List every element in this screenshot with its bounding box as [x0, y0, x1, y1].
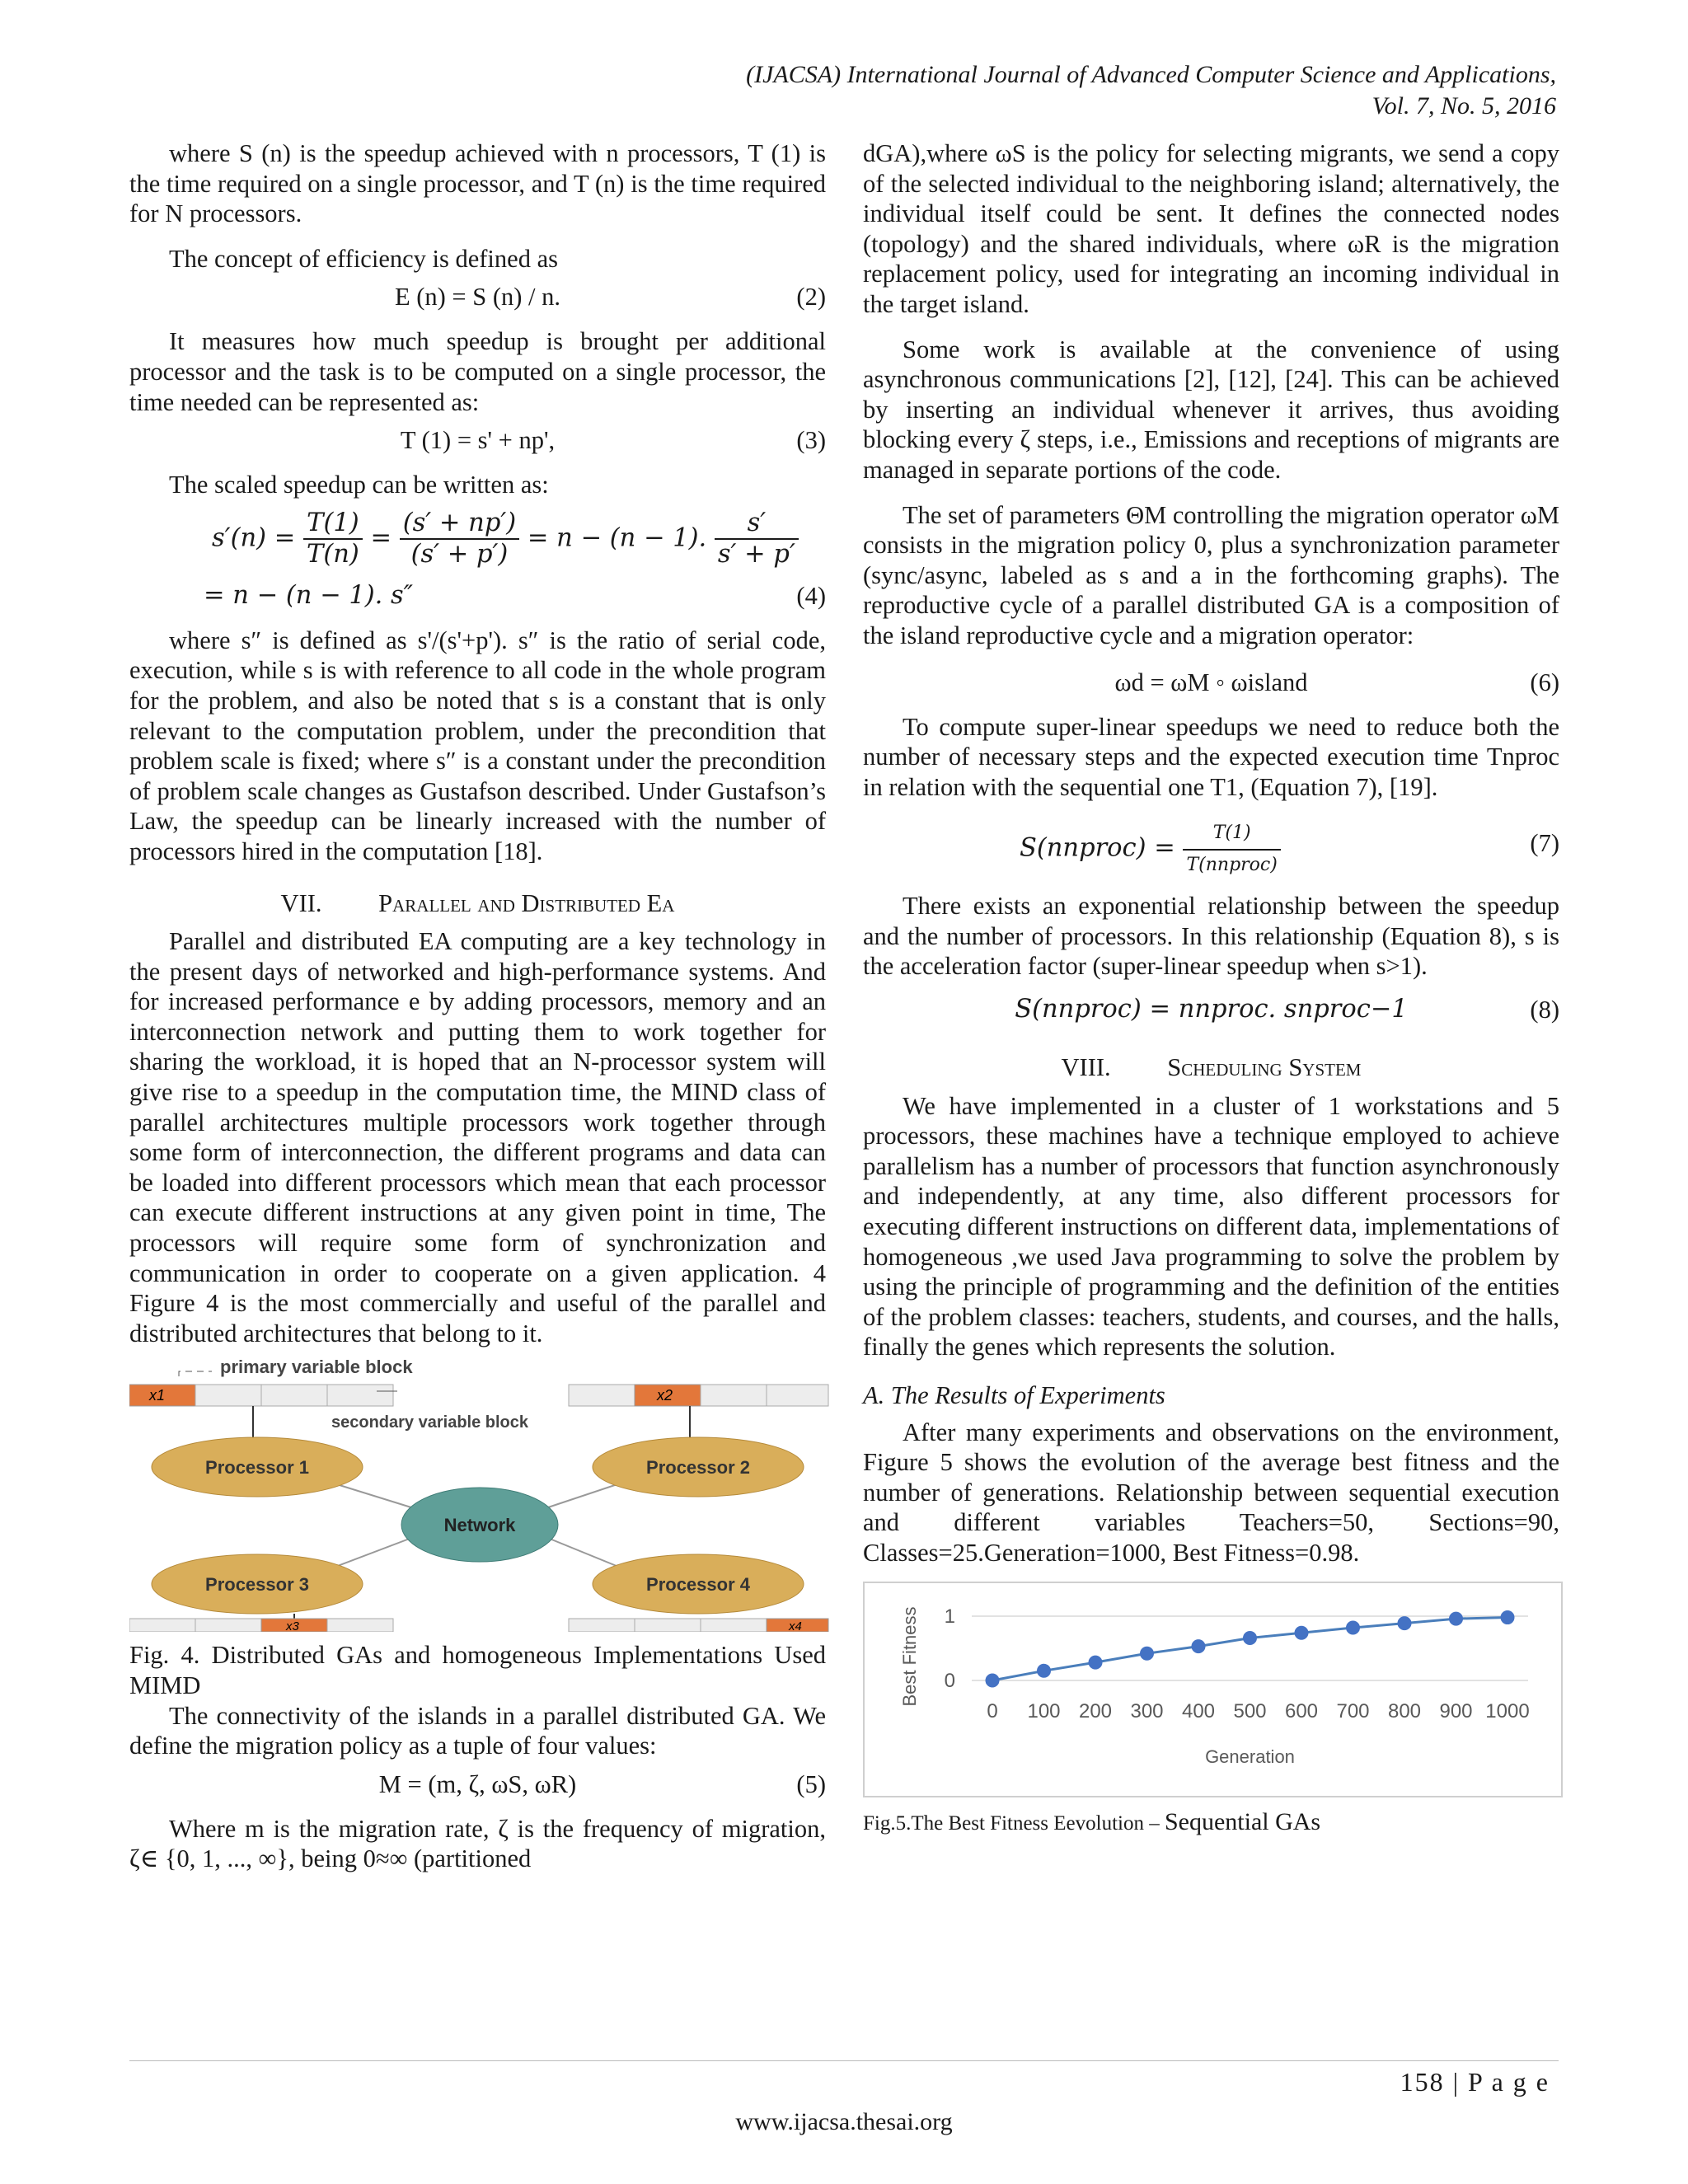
- x-tick-label: 1000: [1485, 1699, 1530, 1722]
- equation-5: [129, 1769, 826, 1806]
- x-tick-label: 200: [1078, 1699, 1113, 1722]
- data-point: [1089, 1656, 1102, 1669]
- fitness-chart-svg: [865, 1583, 1561, 1796]
- equation-number: (5): [796, 1769, 826, 1798]
- data-point: [1501, 1610, 1514, 1624]
- secondary-block-label: [331, 1413, 529, 1432]
- equation-text: E (n) = S (n) / n.: [394, 283, 561, 312]
- equation-text: ωd = ωM ◦ ωisland: [1114, 668, 1308, 696]
- data-point: [1295, 1626, 1308, 1639]
- x-tick-label: 0: [987, 1699, 998, 1722]
- paragraph: Where m is the migration rate, ζ is the frequency of migration, ζ∈ {0, 1, ..., ∞}, being 0≈∞ (partitioned: [129, 1814, 826, 1873]
- processor-2-label: Processor 2: [646, 1457, 750, 1479]
- section-heading-7: [129, 888, 826, 919]
- paragraph: After many experiments and observations on the environment, Figure 5 shows the evolution of the average best fitness and the number of generations. Relationship between sequential execution and different variables Teachers=50, Sections=90, Classes=25.Generation=1000, Best Fitness=0.98.: [863, 1418, 1559, 1567]
- x-tick-label: 900: [1439, 1699, 1473, 1722]
- network-label: Network: [443, 1515, 516, 1536]
- equation-text: M = (m, ζ, ωS, ωR): [378, 1769, 577, 1798]
- paragraph: We have implemented in a cluster of 1 workstations and 5 processors, these machines have a technique employed to achieve parallelism has a number of processors that function asynchronously and independently, at any time, also different processors for executing different instructions on different data, implementations of homogeneous ,we used Java programming to solve the problem by using the principle of programming and the definition of the entities of the problem classes: teachers, students, and courses, and the halls, finally the genes which represents the solution.: [863, 1091, 1559, 1361]
- figure-4-diagram: [129, 1360, 830, 1632]
- frac-numerator: T(1): [303, 509, 363, 541]
- equation-3: [129, 425, 826, 462]
- processor-3-label: Processor 3: [205, 1574, 309, 1596]
- block-row-bottom-left: [129, 1619, 393, 1632]
- journal-volume: Vol. 7, No. 5, 2016: [1372, 92, 1556, 120]
- paragraph: The connectivity of the islands in a parallel distributed GA. We define the migration policy as a tuple of four values:: [129, 1701, 826, 1760]
- paragraph: dGA),where ωS is the policy for selecting migrants, we send a copy of the selected individual to the neighboring island; alternatively, the individual itself could be sent. It defines the connected nodes (topology) and the shared individuals, where ωR is the migration replacement policy, used for integrating an incoming individual in the target island.: [863, 139, 1559, 318]
- block-label-x4: x4: [789, 1619, 802, 1633]
- data-point: [1141, 1647, 1154, 1660]
- equation-number: (2): [796, 283, 826, 312]
- series-line: [992, 1617, 1507, 1680]
- data-point: [1347, 1621, 1360, 1634]
- paragraph: The set of parameters ΘM controlling the migration operator ωM consists in the migration policy 0, plus a synchronization parameter (sync/async, labeled as s and a in the forthcoming graphs). The reproductive cycle of a parallel distributed GA is a composition of the island reproductive cycle and a migration operator:: [863, 500, 1559, 649]
- frac-denominator: T(n): [306, 540, 359, 569]
- equation-8: [863, 995, 1559, 1031]
- section-title: Parallel and Distributed Ea: [378, 888, 675, 917]
- paragraph: It measures how much speedup is brought per additional processor and the task is to be computed on a single processor, the time needed can be represented as:: [129, 327, 826, 416]
- x-axis-label: Generation: [1205, 1746, 1295, 1767]
- footer-url: www.ijacsa.thesai.org: [735, 2108, 953, 2135]
- frac-numerator: (s′ + np′): [400, 509, 519, 541]
- block-label-x3: x3: [286, 1619, 299, 1633]
- section-title: Scheduling System: [1167, 1053, 1362, 1082]
- equation-7: [863, 813, 1559, 879]
- processor-4-label: Processor 4: [646, 1574, 750, 1596]
- block-label-x1: x1: [149, 1387, 166, 1404]
- equation-number: (7): [1530, 829, 1559, 858]
- frac-denominator: (s′ + p′): [410, 540, 509, 569]
- eq4-frac-2: [400, 509, 519, 570]
- eq4-middle: = n − (n − 1).: [527, 523, 707, 553]
- frac-numerator: T(1): [1183, 818, 1280, 851]
- equation-2: [129, 282, 826, 318]
- left-column: [129, 138, 826, 1874]
- equation-number: (6): [1530, 668, 1559, 696]
- x-tick-label: 800: [1387, 1699, 1422, 1722]
- journal-name: (IJACSA) International Journal of Advanced Computer Science and Applications,: [746, 61, 1556, 88]
- paragraph: The scaled speedup can be written as:: [169, 471, 549, 499]
- y-tick-label: 0: [944, 1669, 955, 1692]
- primary-block-label: primary variable block: [220, 1360, 413, 1378]
- x-tick-label: 600: [1284, 1699, 1319, 1722]
- processor-1-label: Processor 1: [205, 1457, 309, 1479]
- paragraph: To compute super-linear speedups we need to reduce both the number of necessary steps and the expected execution time Tnproc in relation with the sequential one T1, (Equation 7), [19].: [863, 712, 1559, 801]
- caption-part-a: Fig.5.The Best Fitness Eevolution –: [863, 1811, 1165, 1835]
- block-row-top-right: [569, 1385, 828, 1406]
- x-tick-label: 500: [1233, 1699, 1267, 1722]
- equation-6: [863, 668, 1559, 704]
- eq7-fraction: [1183, 818, 1280, 880]
- right-column: [863, 138, 1559, 1839]
- x-tick-label: 700: [1336, 1699, 1370, 1722]
- section-number: VII.: [280, 888, 322, 917]
- secondary-label-text: secondary variable block: [331, 1413, 529, 1432]
- equation-text: S(nnproc) = nnproc. snproc−1: [1015, 995, 1408, 1024]
- primary-label-leader: [179, 1371, 212, 1376]
- section-number: VIII.: [1061, 1053, 1111, 1082]
- eq4-lhs: s′(n) =: [212, 523, 296, 553]
- paragraph: where S (n) is the speedup achieved with n processors, T (1) is the time required on a single processor, and T (n) is the time required for N processors.: [129, 139, 826, 228]
- x-tick-label: 300: [1130, 1699, 1164, 1722]
- data-point: [1038, 1664, 1051, 1677]
- x-tick-label: 100: [1027, 1699, 1061, 1722]
- figure-4-caption: Fig. 4. Distributed GAs and homogeneous Implementations Used MIMD: [129, 1641, 826, 1699]
- frac-denominator: T(nnproc): [1186, 854, 1278, 875]
- paragraph: Some work is available at the convenience of using asynchronous communications [2], [12], [24]. This can be achieved by inserting an individual whenever it arrives, thus avoiding blocking every ζ steps, i.e., Emissions and receptions of migrants are managed in separate portions of the code.: [863, 335, 1559, 484]
- footer-divider: [129, 2060, 1559, 2061]
- data-point: [1398, 1616, 1411, 1629]
- y-axis-label: Best Fitness: [899, 1606, 920, 1707]
- data-point: [1450, 1612, 1463, 1625]
- equation-text: = n − (n − 1). s″: [204, 580, 414, 610]
- equation-number: (3): [796, 426, 826, 455]
- data-point: [1244, 1631, 1257, 1644]
- running-header: [746, 59, 1556, 122]
- equation-number: (4): [796, 581, 826, 610]
- figure-5-caption: [863, 1807, 1559, 1840]
- page-number: 158 | P a g e: [1400, 2067, 1550, 2097]
- paragraph: Parallel and distributed EA computing are a key technology in the present days of networked and high-performance systems. And for increased performance e by adding processors, memory and an interconnection network and putting them to work together for sharing the workload, it is hoped that an N-processor system will give rise to a speedup in the computation time, the MIND class of parallel architectures multiple processors work together through some form of interconnection, the different programs and data can be loaded into different processors which mean that each processor can execute different instructions at any given point in time, The processors will require some form of synchronization and communication in order to cooperate on a given application. 4 Figure 4 is the most commercially and useful of the parallel and distributed architectures that belong to it.: [129, 927, 826, 1347]
- eq4-frac-3: [715, 509, 799, 570]
- eq4-equals: =: [370, 523, 392, 553]
- section-heading-8: [863, 1052, 1559, 1083]
- caption-part-b: Sequential GAs: [1164, 1807, 1321, 1835]
- block-label-x2: x2: [657, 1387, 673, 1404]
- paragraph: There exists an exponential relationship between the speedup and the number of processors. In this relationship (Equation 8), s is the acceleration factor (super-linear speedup when s>1).: [863, 892, 1559, 981]
- paragraph: The concept of efficiency is defined as: [169, 244, 558, 273]
- frac-numerator: s′: [715, 509, 799, 541]
- y-tick-label: 1: [944, 1605, 955, 1628]
- equation-4: [212, 509, 826, 573]
- subsection-heading: A. The Results of Experiments: [863, 1381, 1165, 1409]
- eq7-lhs: S(nnproc) =: [1020, 833, 1175, 863]
- equation-number: (8): [1530, 996, 1559, 1024]
- data-point: [986, 1674, 999, 1687]
- data-point: [1192, 1639, 1205, 1652]
- frac-denominator: s′ + p′: [717, 540, 795, 569]
- x-tick-label: 400: [1181, 1699, 1216, 1722]
- block-row-top-left: [129, 1385, 393, 1406]
- figure-4: [129, 1360, 830, 1632]
- equation-text: T (1) = s' + np',: [400, 426, 556, 455]
- equation-4-line-2: [129, 581, 826, 617]
- paragraph: where s″ is defined as s'/(s'+p'). s″ is the ratio of serial code, execution, while s is with reference to all code in the whole program for the problem, and also be noted that s is a constant that is only relevant to the computation problem, under the precondition that problem scale is fixed; where s″ is a constant under the precondition of problem scale changes as Gustafson described. Under Gustafson’s Law, the speedup can be linearly increased with the number of processors hired in the computation [18].: [129, 626, 826, 865]
- figure-5-chart: [863, 1582, 1563, 1797]
- eq4-frac-1: [303, 509, 363, 570]
